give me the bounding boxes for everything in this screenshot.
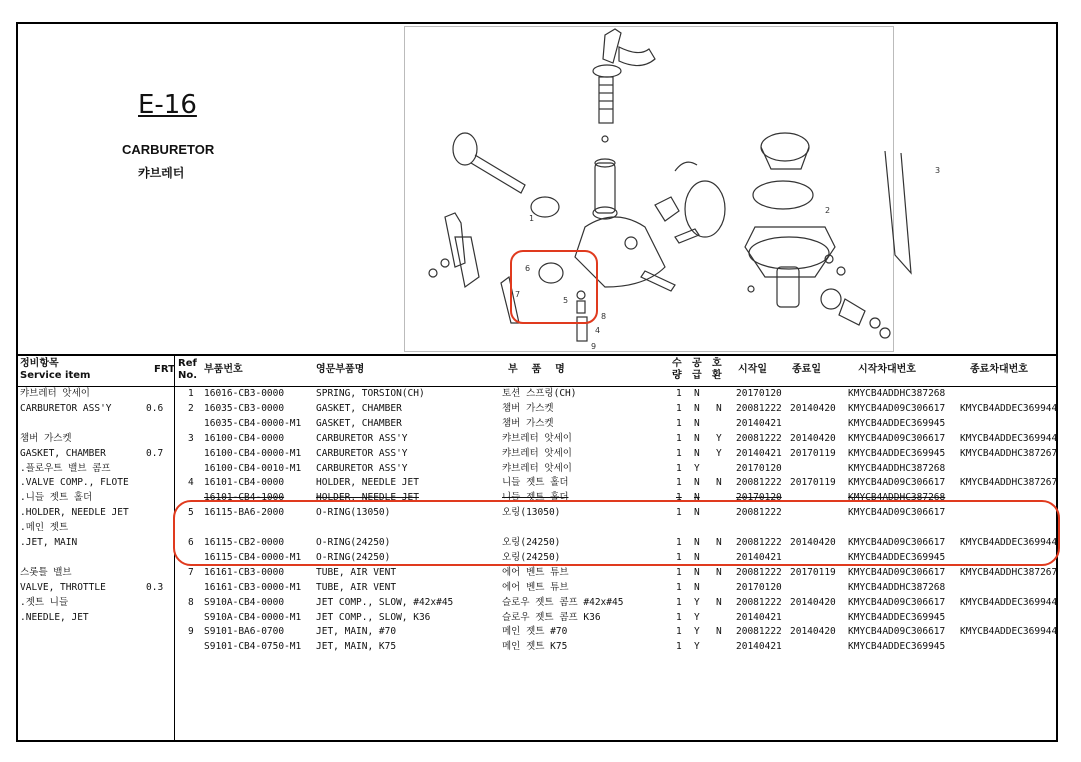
service-item-text: .젯트 니들 bbox=[20, 596, 69, 608]
cell-start-vin: KMYCB4ADDHC387268 bbox=[848, 492, 946, 504]
cell-part-number: 16161-CB3-0000-M1 bbox=[204, 581, 302, 593]
cell-interchange: N bbox=[716, 477, 722, 489]
cell-name-ko: 슬로우 젯트 콤프 K36 bbox=[502, 611, 601, 623]
cell-start-date: 20140421 bbox=[736, 641, 782, 653]
cell-interchange: Y bbox=[716, 447, 722, 459]
cell-start-vin: KMYCB4AD09C306617 bbox=[848, 626, 946, 638]
cell-name-ko: 오링(13050) bbox=[502, 507, 561, 519]
cell-interchange: N bbox=[716, 402, 722, 414]
cell-start-date: 20081222 bbox=[736, 477, 782, 489]
hdr-service-ko: 정비항목 bbox=[20, 358, 59, 369]
cell-start-date: 20081222 bbox=[736, 626, 782, 638]
cell-ref-no: 8 bbox=[188, 596, 194, 608]
cell-ref-no: 4 bbox=[188, 477, 194, 489]
hdr-qty-2: 량 bbox=[672, 370, 682, 381]
cell-supply-grade: Y bbox=[694, 462, 700, 474]
cell-start-date: 20081222 bbox=[736, 507, 782, 519]
cell-supply-grade: N bbox=[694, 566, 700, 578]
hdr-ref-2: No. bbox=[178, 370, 198, 381]
cell-supply-grade: Y bbox=[694, 611, 700, 623]
service-item-text: .NEEDLE, JET bbox=[20, 611, 89, 623]
service-item-frt: 0.6 bbox=[146, 402, 164, 414]
cell-interchange: N bbox=[716, 566, 722, 578]
cell-supply-grade: Y bbox=[694, 626, 700, 638]
cell-end-date: 20170119 bbox=[790, 477, 836, 489]
exploded-parts-diagram bbox=[404, 26, 941, 352]
callout-5: 5 bbox=[563, 296, 569, 305]
hdr-name-ko: 부 품 명 bbox=[508, 364, 565, 375]
service-item-text: .HOLDER, NEEDLE JET bbox=[20, 507, 129, 519]
cell-part-number: 16100-CB4-0010-M1 bbox=[204, 462, 302, 474]
cell-start-vin: KMYCB4ADDEC369945 bbox=[848, 417, 946, 429]
cell-end-vin: KMYCB4ADDHC387267 bbox=[960, 447, 1058, 459]
hdr-interchange-2: 환 bbox=[712, 370, 722, 381]
cell-name-en: TUBE, AIR VENT bbox=[316, 581, 397, 593]
cell-quantity: 1 bbox=[676, 611, 682, 623]
cell-quantity: 1 bbox=[676, 492, 682, 504]
callout-7: 7 bbox=[515, 290, 521, 299]
cell-end-date: 20140420 bbox=[790, 626, 836, 638]
cell-start-date: 20170120 bbox=[736, 492, 782, 504]
cell-name-ko: 에어 벤트 튜브 bbox=[502, 581, 569, 593]
cell-name-en: O-RING(24250) bbox=[316, 537, 391, 548]
cell-name-ko: 에어 벤트 튜브 bbox=[502, 566, 569, 578]
cell-interchange: N bbox=[716, 596, 722, 608]
cell-part-number: 16101-CB4-1000 bbox=[204, 492, 285, 504]
hdr-qty-1: 수 bbox=[672, 358, 682, 369]
cell-ref-no: 1 bbox=[188, 388, 194, 399]
cell-part-number: 16016-CB3-0000 bbox=[204, 388, 285, 399]
cell-ref-no: 5 bbox=[188, 507, 194, 519]
cell-end-vin: KMYCB4ADDEC369944 bbox=[960, 432, 1058, 444]
cell-part-number: S910A-CB4-0000 bbox=[204, 596, 285, 608]
cell-supply-grade: N bbox=[694, 551, 700, 563]
cell-interchange: N bbox=[716, 537, 722, 548]
cell-supply-grade: N bbox=[694, 492, 700, 504]
cell-end-vin: KMYCB4ADDEC369944 bbox=[960, 537, 1058, 548]
cell-name-ko: 오링(24250) bbox=[502, 537, 561, 548]
cell-start-vin: KMYCB4ADDHC387268 bbox=[848, 581, 946, 593]
hdr-frt: FRT bbox=[154, 364, 175, 375]
cell-part-number: 16100-CB4-0000 bbox=[204, 432, 285, 444]
cell-start-vin: KMYCB4AD09C306617 bbox=[848, 402, 946, 414]
cell-start-vin: KMYCB4ADDEC369945 bbox=[848, 447, 946, 459]
cell-name-en: O-RING(13050) bbox=[316, 507, 391, 519]
cell-part-number: S910A-CB4-0000-M1 bbox=[204, 611, 302, 623]
cell-quantity: 1 bbox=[676, 447, 682, 459]
service-item-text: 스롯틀 밸브 bbox=[20, 566, 72, 578]
cell-start-vin: KMYCB4ADDHC387268 bbox=[848, 462, 946, 474]
cell-start-date: 20140421 bbox=[736, 551, 782, 563]
cell-end-date: 20140420 bbox=[790, 432, 836, 444]
cell-start-date: 20140421 bbox=[736, 447, 782, 459]
cell-quantity: 1 bbox=[676, 432, 682, 444]
cell-name-ko: 캬브레터 앗세이 bbox=[502, 462, 572, 474]
hdr-end-vin: 종료차대번호 bbox=[970, 364, 1028, 375]
cell-name-ko: 토션 스프링(CH) bbox=[502, 388, 577, 399]
cell-part-number: S9101-BA6-0700 bbox=[204, 626, 285, 638]
cell-name-en: O-RING(24250) bbox=[316, 551, 391, 563]
hdr-ref-1: Ref bbox=[178, 358, 197, 369]
cell-name-ko: 캬브레터 앗세이 bbox=[502, 432, 572, 444]
page-code: E-16 bbox=[138, 90, 197, 120]
cell-end-date: 20140420 bbox=[790, 402, 836, 414]
cell-quantity: 1 bbox=[676, 566, 682, 578]
cell-quantity: 1 bbox=[676, 596, 682, 608]
cell-ref-no: 3 bbox=[188, 432, 194, 444]
hdr-grade-1: 공 bbox=[692, 358, 702, 369]
cell-supply-grade: Y bbox=[694, 641, 700, 653]
cell-part-number: 16035-CB3-0000 bbox=[204, 402, 285, 414]
cell-supply-grade: N bbox=[694, 537, 700, 548]
cell-supply-grade: N bbox=[694, 477, 700, 489]
hdr-start-vin: 시작차대번호 bbox=[858, 364, 916, 375]
callout-4: 4 bbox=[595, 326, 601, 335]
callout-3: 3 bbox=[935, 166, 941, 175]
cell-quantity: 1 bbox=[676, 581, 682, 593]
cell-end-vin: KMYCB4ADDHC387267 bbox=[960, 566, 1058, 578]
cell-end-date: 20170119 bbox=[790, 566, 836, 578]
cell-start-vin: KMYCB4AD09C306617 bbox=[848, 507, 946, 519]
cell-name-ko: 캬브레터 앗세이 bbox=[502, 447, 572, 459]
cell-start-vin: KMYCB4AD09C306617 bbox=[848, 432, 946, 444]
cell-end-date: 20140420 bbox=[790, 537, 836, 548]
cell-supply-grade: N bbox=[694, 432, 700, 444]
cell-start-vin: KMYCB4AD09C306617 bbox=[848, 566, 946, 578]
callout-6: 6 bbox=[525, 264, 531, 273]
hdr-start-date: 시작일 bbox=[738, 364, 767, 375]
cell-end-vin: KMYCB4ADDHC387267 bbox=[960, 477, 1058, 489]
title-ko: 캬브레터 bbox=[138, 166, 185, 180]
cell-start-date: 20081222 bbox=[736, 596, 782, 608]
hdr-service-en: Service item bbox=[20, 370, 91, 381]
cell-ref-no: 7 bbox=[188, 566, 194, 578]
cell-end-date: 20140420 bbox=[790, 596, 836, 608]
service-item-text: VALVE, THROTTLE bbox=[20, 581, 106, 593]
cell-part-number: 16115-CB2-0000 bbox=[204, 537, 285, 548]
cell-quantity: 1 bbox=[676, 551, 682, 563]
cell-start-vin: KMYCB4AD09C306617 bbox=[848, 596, 946, 608]
cell-name-en: CARBURETOR ASS'Y bbox=[316, 432, 408, 444]
cell-ref-no: 6 bbox=[188, 537, 194, 548]
cell-start-date: 20081222 bbox=[736, 566, 782, 578]
cell-supply-grade: N bbox=[694, 581, 700, 593]
cell-start-date: 20081222 bbox=[736, 537, 782, 548]
cell-start-vin: KMYCB4ADDEC369945 bbox=[848, 641, 946, 653]
title-en: CARBURETOR bbox=[122, 142, 215, 157]
carburetor-diagram-svg bbox=[405, 27, 941, 351]
cell-start-vin: KMYCB4ADDEC369945 bbox=[848, 551, 946, 563]
cell-part-number: 16115-CB4-0000-M1 bbox=[204, 551, 302, 563]
service-item-text: .메인 젯트 bbox=[20, 522, 69, 534]
highlight-box-o-rings bbox=[173, 500, 1060, 566]
cell-name-en: TUBE, AIR VENT bbox=[316, 566, 397, 578]
cell-part-number: 16161-CB3-0000 bbox=[204, 566, 285, 578]
cell-name-en: HOLDER, NEEDLE JET bbox=[316, 477, 419, 489]
cell-part-number: 16100-CB4-0000-M1 bbox=[204, 447, 302, 459]
service-item-text: GASKET, CHAMBER bbox=[20, 447, 106, 459]
service-item-text: .니들 젯트 홀더 bbox=[20, 492, 93, 504]
cell-name-en: JET COMP., SLOW, K36 bbox=[316, 611, 431, 623]
hdr-interchange-1: 호 bbox=[712, 358, 722, 369]
cell-end-vin: KMYCB4ADDEC369944 bbox=[960, 402, 1058, 414]
cell-ref-no: 2 bbox=[188, 402, 194, 414]
cell-start-date: 20170120 bbox=[736, 581, 782, 593]
cell-supply-grade: N bbox=[694, 507, 700, 519]
cell-start-vin: KMYCB4ADDHC387268 bbox=[848, 388, 946, 399]
cell-supply-grade: N bbox=[694, 388, 700, 399]
cell-name-en: JET, MAIN, K75 bbox=[316, 641, 397, 653]
cell-name-en: GASKET, CHAMBER bbox=[316, 402, 402, 414]
service-item-text: CARBURETOR ASS'Y bbox=[20, 402, 112, 414]
cell-part-number: S9101-CB4-0750-M1 bbox=[204, 641, 302, 653]
cell-part-number: 16101-CB4-0000 bbox=[204, 477, 285, 489]
cell-name-ko: 니들 젯트 홀더 bbox=[502, 477, 569, 489]
cell-start-date: 20140421 bbox=[736, 611, 782, 623]
cell-name-en: SPRING, TORSION(CH) bbox=[316, 388, 425, 399]
service-item-text: .JET, MAIN bbox=[20, 537, 78, 548]
cell-supply-grade: N bbox=[694, 447, 700, 459]
cell-name-ko: 메인 젯트 #70 bbox=[502, 626, 568, 638]
cell-name-ko: 오링(24250) bbox=[502, 551, 561, 563]
cell-interchange: N bbox=[716, 626, 722, 638]
cell-supply-grade: N bbox=[694, 417, 700, 429]
cell-name-en: GASKET, CHAMBER bbox=[316, 417, 402, 429]
hdr-part-no: 부품번호 bbox=[204, 364, 243, 375]
callout-1: 1 bbox=[529, 214, 535, 223]
service-item-frt: 0.3 bbox=[146, 581, 164, 593]
cell-quantity: 1 bbox=[676, 402, 682, 414]
callout-9: 9 bbox=[591, 342, 597, 351]
cell-start-date: 20081222 bbox=[736, 432, 782, 444]
callout-2: 2 bbox=[825, 206, 831, 215]
service-item-text: .VALVE COMP., FLOTE bbox=[20, 477, 129, 489]
cell-ref-no: 9 bbox=[188, 626, 194, 638]
cell-quantity: 1 bbox=[676, 477, 682, 489]
cell-quantity: 1 bbox=[676, 537, 682, 548]
service-item-text: .플로우트 밸브 콤프 bbox=[20, 462, 111, 474]
cell-name-en: JET COMP., SLOW, #42x#45 bbox=[316, 596, 454, 608]
cell-quantity: 1 bbox=[676, 641, 682, 653]
service-item-text: 캬브레터 앗세이 bbox=[20, 388, 90, 399]
cell-name-ko: 메인 젯트 K75 bbox=[502, 641, 568, 653]
cell-start-date: 20170120 bbox=[736, 388, 782, 399]
cell-supply-grade: N bbox=[694, 402, 700, 414]
cell-name-ko: 챔버 가스켓 bbox=[502, 417, 554, 429]
cell-supply-grade: Y bbox=[694, 596, 700, 608]
cell-interchange: Y bbox=[716, 432, 722, 444]
cell-name-en: JET, MAIN, #70 bbox=[316, 626, 397, 638]
diagram-highlight bbox=[511, 251, 597, 323]
cell-end-date: 20170119 bbox=[790, 447, 836, 459]
hdr-end-date: 종료일 bbox=[792, 364, 821, 375]
cell-quantity: 1 bbox=[676, 626, 682, 638]
cell-name-ko: 챔버 가스켓 bbox=[502, 402, 554, 414]
cell-start-vin: KMYCB4AD09C306617 bbox=[848, 477, 946, 489]
cell-part-number: 16115-BA6-2000 bbox=[204, 507, 285, 519]
cell-quantity: 1 bbox=[676, 417, 682, 429]
cell-name-ko: 슬로우 젯트 콤프 #42x#45 bbox=[502, 596, 624, 608]
cell-name-en: HOLDER, NEEDLE JET bbox=[316, 492, 419, 504]
cell-end-vin: KMYCB4ADDEC369944 bbox=[960, 626, 1058, 638]
cell-name-ko: 니들 젯트 홀더 bbox=[502, 492, 569, 504]
hdr-name-en: 영문부품명 bbox=[316, 364, 365, 375]
cell-part-number: 16035-CB4-0000-M1 bbox=[204, 417, 302, 429]
cell-start-date: 20140421 bbox=[736, 417, 782, 429]
cell-start-date: 20170120 bbox=[736, 462, 782, 474]
cell-name-en: CARBURETOR ASS'Y bbox=[316, 447, 408, 459]
cell-quantity: 1 bbox=[676, 507, 682, 519]
cell-quantity: 1 bbox=[676, 388, 682, 399]
cell-name-en: CARBURETOR ASS'Y bbox=[316, 462, 408, 474]
cell-start-date: 20081222 bbox=[736, 402, 782, 414]
hdr-grade-2: 급 bbox=[692, 370, 702, 381]
service-item-frt: 0.7 bbox=[146, 447, 164, 459]
callout-8: 8 bbox=[601, 312, 607, 321]
parts-sheet-frame bbox=[16, 22, 1058, 742]
cell-start-vin: KMYCB4ADDEC369945 bbox=[848, 611, 946, 623]
cell-start-vin: KMYCB4AD09C306617 bbox=[848, 537, 946, 548]
service-item-text: 챔버 가스켓 bbox=[20, 432, 72, 444]
cell-end-vin: KMYCB4ADDEC369944 bbox=[960, 596, 1058, 608]
cell-quantity: 1 bbox=[676, 462, 682, 474]
